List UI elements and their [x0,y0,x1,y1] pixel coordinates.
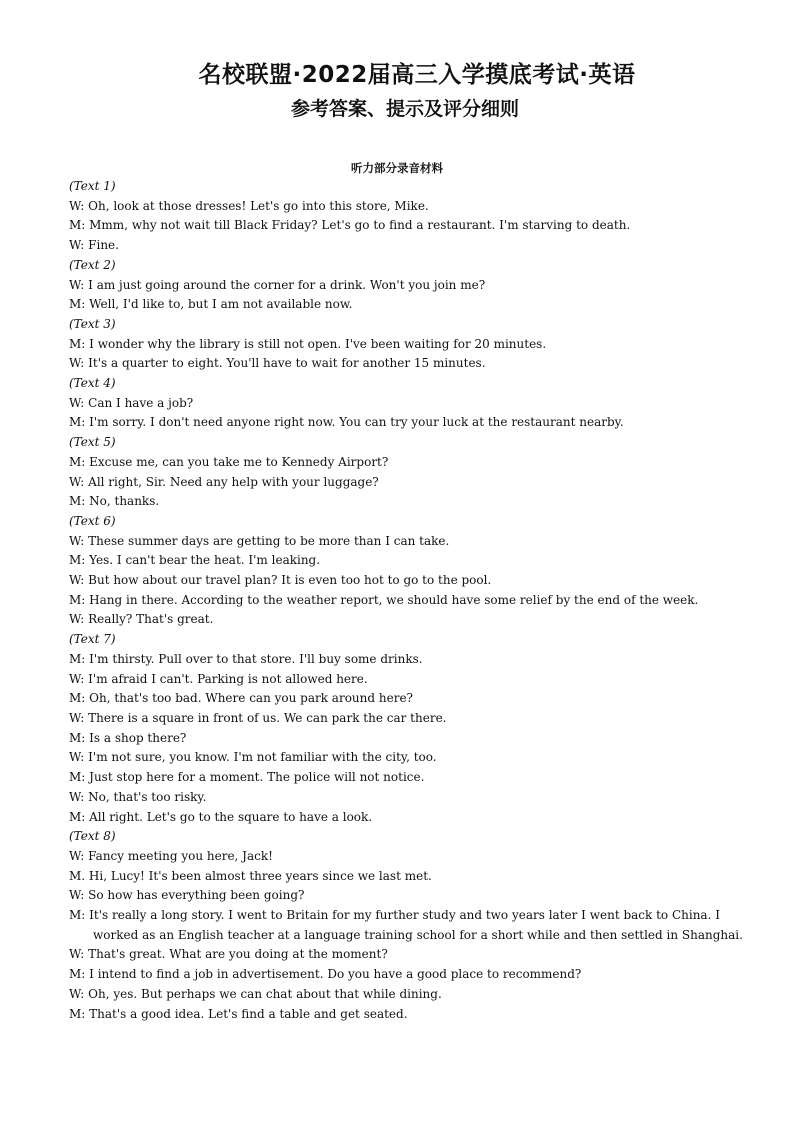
dialogue-line: W: That's great. What are you doing at the moment? [69,947,388,962]
dialogue-line: W: I am just going around the corner for a drink. Won't you join me? [69,277,486,292]
dialogue-line: M: Excuse me, can you take me to Kennedy Airport? [69,454,389,469]
dialogue-line: W: Fine. [69,238,119,253]
dialogue-line: W: There is a square in front of us. We can park the car there. [69,710,447,725]
dialogue-line: W: I'm not sure, you know. I'm not familiar with the city, too. [69,750,437,765]
page-subtitle: 参考答案、提示及评分细则 [290,98,519,120]
dialogue-line: M: It's really a long story. I went to Britain for my further study and two years later I went back to China. I [69,908,720,923]
dialogue-line: W: Really? That's great. [69,612,214,627]
dialogue-line: M: Well, I'd like to, but I am not available now. [69,297,353,312]
text-marker: (Text 5) [69,435,116,450]
dialogue-line: M: Hang in there. According to the weather report, we should have some relief by the end of the week. [69,592,699,607]
dialogue-line: W: These summer days are getting to be more than I can take. [69,533,450,548]
text-marker: (Text 6) [69,513,116,528]
dialogue-line: M: I'm thirsty. Pull over to that store. I'll buy some drinks. [69,651,423,666]
dialogue-line: W: Oh, look at those dresses! Let's go into this store, Mike. [69,198,429,213]
section-title: 听力部分录音材料 [351,161,443,175]
dialogue-line: M: Mmm, why not wait till Black Friday? Let's go to find a restaurant. I'm starving to death. [69,218,631,233]
dialogue-line: W: Oh, yes. But perhaps we can chat about that while dining. [69,986,442,1001]
dialogue-line: W: All right, Sir. Need any help with your luggage? [69,474,379,489]
text-marker: (Text 2) [69,257,116,272]
text-marker: (Text 4) [69,376,116,391]
dialogue-line: M: That's a good idea. Let's find a table and get seated. [69,1006,408,1021]
dialogue-line: M: Oh, that's too bad. Where can you park around here? [69,691,413,706]
dialogue-line: M: I intend to find a job in advertisement. Do you have a good place to recommend? [69,967,582,982]
dialogue-line: M: Is a shop there? [69,730,187,745]
text-marker: (Text 1) [69,179,116,193]
dialogue-line: M: No, thanks. [69,494,160,509]
dialogue-line: W: It's a quarter to eight. You'll have to wait for another 15 minutes. [69,356,486,371]
dialogue-line: W: So how has everything been going? [69,888,305,903]
dialogue-line: W: Can I have a job? [69,395,194,410]
text-marker: (Text 8) [69,829,116,844]
dialogue-line: M: Just stop here for a moment. The police will not notice. [69,770,425,785]
dialogue-line-continuation: worked as an English teacher at a language training school for a short while and then settled in Shanghai. [93,927,743,942]
transcript [69,177,743,1024]
page-title: 名校联盟·2022届高三入学摸底考试·英语 [198,62,636,88]
dialogue-line: W: No, that's too risky. [69,789,207,804]
dialogue-line: W: I'm afraid I can't. Parking is not allowed here. [69,671,368,686]
dialogue-line: M: I'm sorry. I don't need anyone right now. You can try your luck at the restaurant nearby. [69,415,624,430]
text-marker: (Text 3) [69,316,116,331]
text-marker: (Text 7) [69,632,116,647]
dialogue-line: M. Hi, Lucy! It's been almost three years since we last met. [69,868,432,883]
dialogue-line: W: But how about our travel plan? It is even too hot to go to the pool. [69,573,492,588]
dialogue-line: M: All right. Let's go to the square to have a look. [69,809,373,824]
dialogue-line: W: Fancy meeting you here, Jack! [69,848,273,863]
dialogue-line: M: Yes. I can't bear the heat. I'm leaking. [69,553,321,568]
dialogue-line: M: I wonder why the library is still not open. I've been waiting for 20 minutes. [69,336,547,351]
